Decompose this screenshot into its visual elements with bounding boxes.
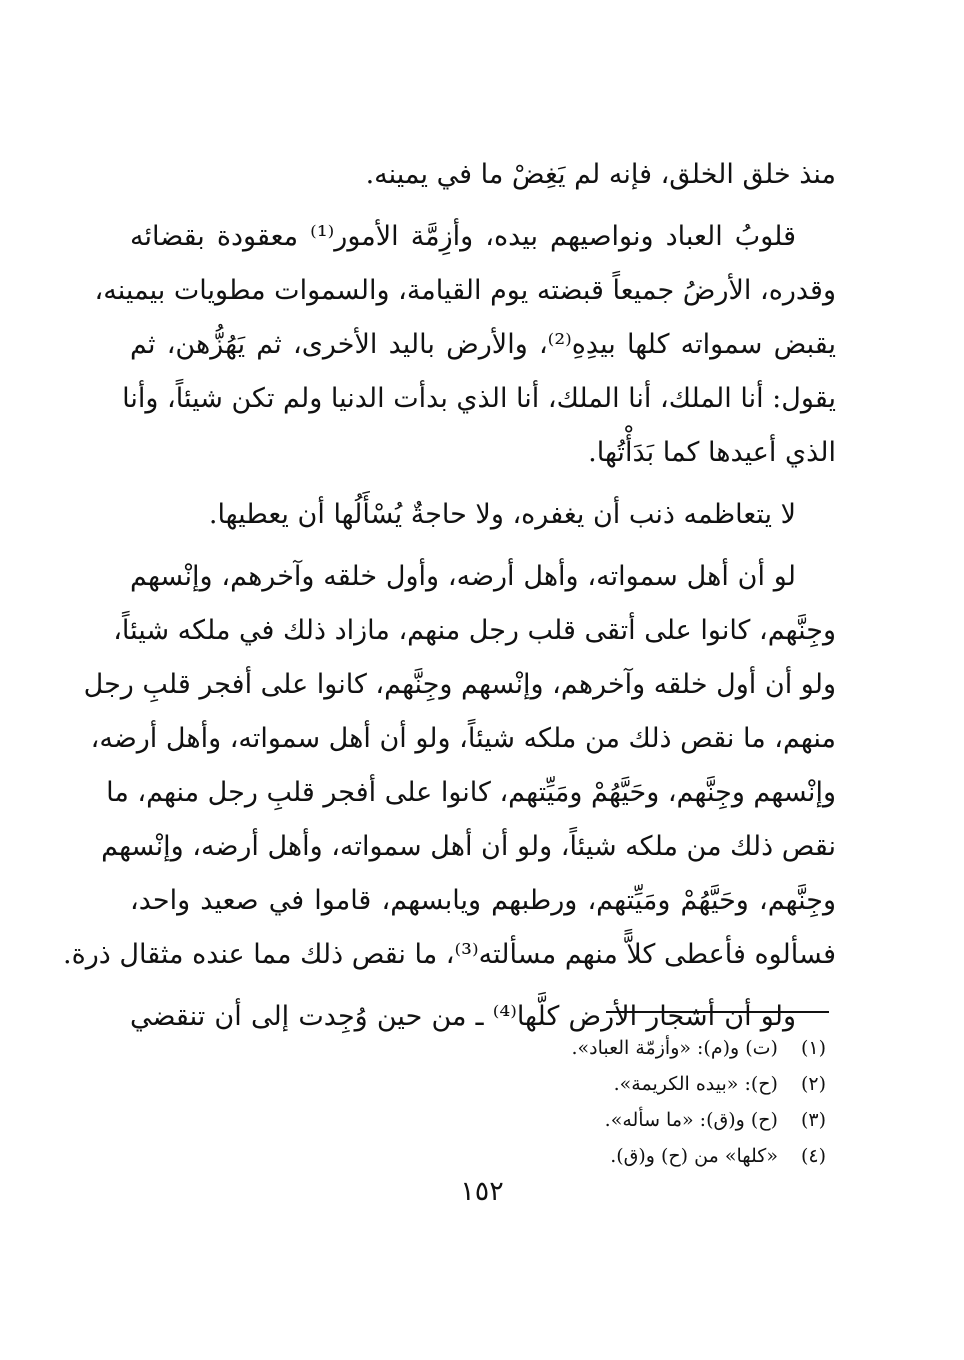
text-line: الذي أعيدها كما بَدَأْتُها.: [588, 437, 836, 468]
main-text: [63, 148, 836, 1044]
footnote-number: (٣): [800, 1109, 826, 1131]
text-line: وجِنَّهم، كانوا على أتقى قلب رجل منهم، مازاد ذلك في ملكه شيئاً،: [113, 615, 836, 646]
footnote-text: (ح) و(ق): «ما سأله».: [604, 1109, 778, 1131]
text-line: وجِنَّهم، وحَيَّهُمْ ومَيِّتهم، ورطبهم ويابسهم، قاموا في صعيد واحد،: [130, 885, 836, 916]
footnote-text: (ح): «بيده الكريمة».: [613, 1073, 778, 1095]
text-line: قلوبُ العباد ونواصيهم بيده، وأزِمَّة الأمور⁽¹⁾ معقودة بقضائه: [130, 221, 796, 252]
text-line: لا يتعاظمه ذنب أن يغفره، ولا حاجةٌ يُسْأَلُها أن يعطيها.: [208, 499, 796, 530]
footnote-item: [406, 1066, 826, 1102]
text-line: لو أن أهل سمواته، وأهل أرضه، وأول خلقه وآخرهم، وإنْسهم: [130, 561, 796, 592]
footnote-item: [406, 1102, 826, 1138]
text-line: وقدره، الأرضُ جميعاً قبضته يوم القيامة، والسموات مطويات بيمينه،: [94, 275, 836, 306]
footnote-number: (٤): [800, 1145, 826, 1167]
footnote-separator: [606, 1011, 829, 1013]
text-line: ولو أن أشجار الأرض كلَّها⁽⁴⁾ ـ من حين وُجِدت إلى أن تنقضي: [130, 1001, 796, 1032]
page-number: ١٥٢: [460, 1176, 504, 1207]
footnote-text: (ت) و(م): «وأزمّة العباد».: [571, 1037, 778, 1059]
text-line: وإنْسهم وجِنَّهم، وحَيَّهُمْ ومَيِّتهم، كانوا على أفجر قلبِ رجل منهم، ما: [106, 777, 836, 808]
footnote-item: [406, 1030, 826, 1066]
text-line: منهم، ما نقص ذلك من ملكه شيئاً، ولو أن أهل سمواته، وأهل أرضه،: [90, 723, 836, 754]
footnote-number: (١): [800, 1037, 826, 1059]
text-line: ولو أن أول خلقه وآخرهم، وإنْسهم وجِنَّهم، كانوا على أفجر قلبِ رجل: [83, 669, 836, 700]
text-line: منذ خلق الخلق، فإنه لم يَغِضْ ما في يمينه.: [365, 159, 836, 190]
footnote-item: [406, 1138, 826, 1174]
text-line: نقص ذلك من ملكه شيئاً، ولو أن أهل سمواته، وأهل أرضه، وإنْسهم: [101, 831, 836, 862]
text-line: يقبض سمواته كلها بيدِهِ⁽²⁾، والأرض باليد الأخرى، ثم يَهُزُّهن، ثم: [130, 329, 836, 360]
footnote-number: (٢): [800, 1073, 826, 1095]
text-line: يقول: أنا الملك، أنا الملك، أنا الذي بدأت الدنيا ولم تكن شيئاً، وأنا: [122, 383, 836, 414]
text-line: فسألوه فأعطى كلاًّ منهم مسألته⁽³⁾، ما نقص ذلك مما عنده مثقال ذرة.: [63, 939, 836, 970]
footnotes: [406, 1030, 826, 1174]
footnote-text: «كلها» من (ح) و(ق).: [610, 1145, 778, 1167]
